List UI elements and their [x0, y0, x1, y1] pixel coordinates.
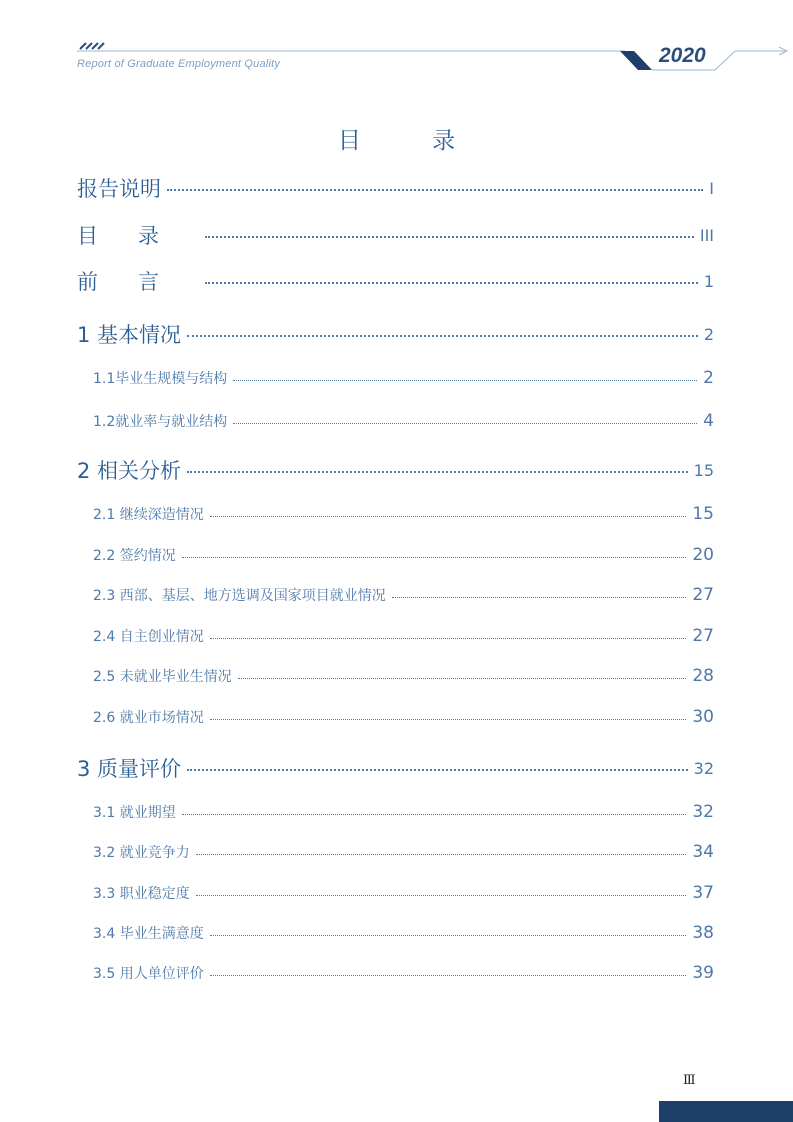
- toc-entry[interactable]: [93, 703, 714, 731]
- toc-entry-label: 2.3 西部、基层、地方选调及国家项目就业情况: [93, 588, 386, 604]
- dot-leader: [210, 516, 687, 517]
- toc-entry-label: 3.4 毕业生满意度: [93, 926, 204, 942]
- toc-entry[interactable]: [93, 959, 714, 987]
- toc-entry-page: 39: [692, 963, 714, 983]
- toc-entry[interactable]: [93, 798, 714, 826]
- footer-bar: [659, 1101, 793, 1122]
- toc-entry-label: 2 相关分析: [77, 459, 182, 483]
- toc-entry-page: I: [709, 178, 714, 198]
- toc-entry-page: 1: [703, 271, 714, 291]
- toc-entry-page: 2: [703, 368, 714, 388]
- toc-entry-page: 30: [692, 707, 714, 727]
- dot-leader: [238, 678, 687, 679]
- dot-leader: [187, 769, 688, 771]
- dot-leader: [392, 597, 687, 598]
- toc-entry[interactable]: [93, 407, 714, 435]
- dot-leader: [210, 719, 687, 720]
- toc-entry-label: 1.2就业率与就业结构: [93, 414, 228, 430]
- dot-leader: [167, 189, 703, 191]
- header-subtitle: Report of Graduate Employment Quality: [77, 58, 281, 70]
- toc-entry-page: 28: [692, 666, 714, 686]
- toc-entry[interactable]: [77, 174, 714, 202]
- toc-entry-page: 4: [703, 411, 714, 431]
- toc-entry-label: 目录: [77, 224, 199, 248]
- toc-entry-label: 2.1 继续深造情况: [93, 507, 204, 523]
- toc-entry-label: 3.1 就业期望: [93, 805, 176, 821]
- dot-leader: [233, 380, 697, 381]
- page-number: Ⅲ: [683, 1073, 696, 1088]
- toc-entry-page: 27: [692, 585, 714, 605]
- dot-leader: [196, 895, 687, 896]
- toc-entry[interactable]: [77, 221, 714, 249]
- toc-entry-label: 2.5 未就业毕业生情况: [93, 669, 232, 685]
- toc-entry[interactable]: [93, 879, 714, 907]
- dot-leader: [210, 638, 687, 639]
- toc-entry-page: 27: [692, 626, 714, 646]
- dot-leader: [187, 335, 698, 337]
- toc-title: 目 录: [337, 128, 488, 154]
- dot-leader: [205, 282, 698, 284]
- toc-entry[interactable]: [93, 581, 714, 609]
- toc-entry[interactable]: [77, 456, 714, 484]
- dot-leader: [233, 423, 697, 424]
- dot-leader: [210, 975, 687, 976]
- dot-leader: [182, 814, 687, 815]
- header-year: 2020: [659, 44, 706, 67]
- toc-entry-label: 1.1毕业生规模与结构: [93, 371, 228, 387]
- toc-entry[interactable]: [93, 622, 714, 650]
- dot-leader: [205, 236, 694, 238]
- toc-entry-label: 前言: [77, 270, 199, 294]
- dot-leader: [210, 935, 687, 936]
- toc-entry[interactable]: [93, 838, 714, 866]
- toc-entry-page: 34: [692, 842, 714, 862]
- toc-entry-label: 3.3 职业稳定度: [93, 886, 190, 902]
- dot-leader: [196, 854, 687, 855]
- toc-entry-label: 2.4 自主创业情况: [93, 629, 204, 645]
- toc-entry-label: 2.6 就业市场情况: [93, 710, 204, 726]
- toc-entry[interactable]: [93, 662, 714, 690]
- toc-entry-page: 37: [692, 883, 714, 903]
- toc-entry[interactable]: [93, 364, 714, 392]
- toc-entry[interactable]: [77, 320, 714, 348]
- toc-entry-page: 32: [693, 758, 714, 778]
- toc-entry-page: III: [699, 225, 714, 245]
- toc-entry-label: 3.2 就业竞争力: [93, 845, 190, 861]
- toc-entry-label: 2.2 签约情况: [93, 548, 176, 564]
- toc-entry-page: 2: [703, 324, 714, 344]
- toc-entry-label: 3 质量评价: [77, 757, 182, 781]
- toc-entry-label: 3.5 用人单位评价: [93, 966, 204, 982]
- toc-entry-page: 38: [692, 923, 714, 943]
- dot-leader: [182, 557, 687, 558]
- toc-entry[interactable]: [77, 754, 714, 782]
- toc-entry-label: 报告说明: [77, 177, 161, 201]
- toc-entry[interactable]: [93, 541, 714, 569]
- toc-entry-label: 1 基本情况: [77, 323, 182, 347]
- toc-entry[interactable]: [93, 500, 714, 528]
- toc-entry-page: 32: [692, 802, 714, 822]
- page-header: [0, 0, 793, 80]
- toc-entry-page: 20: [692, 545, 714, 565]
- dot-leader: [187, 471, 688, 473]
- toc-entry-page: 15: [692, 504, 714, 524]
- toc-entry[interactable]: [77, 267, 714, 295]
- toc-entry-page: 15: [693, 460, 714, 480]
- toc-entry[interactable]: [93, 919, 714, 947]
